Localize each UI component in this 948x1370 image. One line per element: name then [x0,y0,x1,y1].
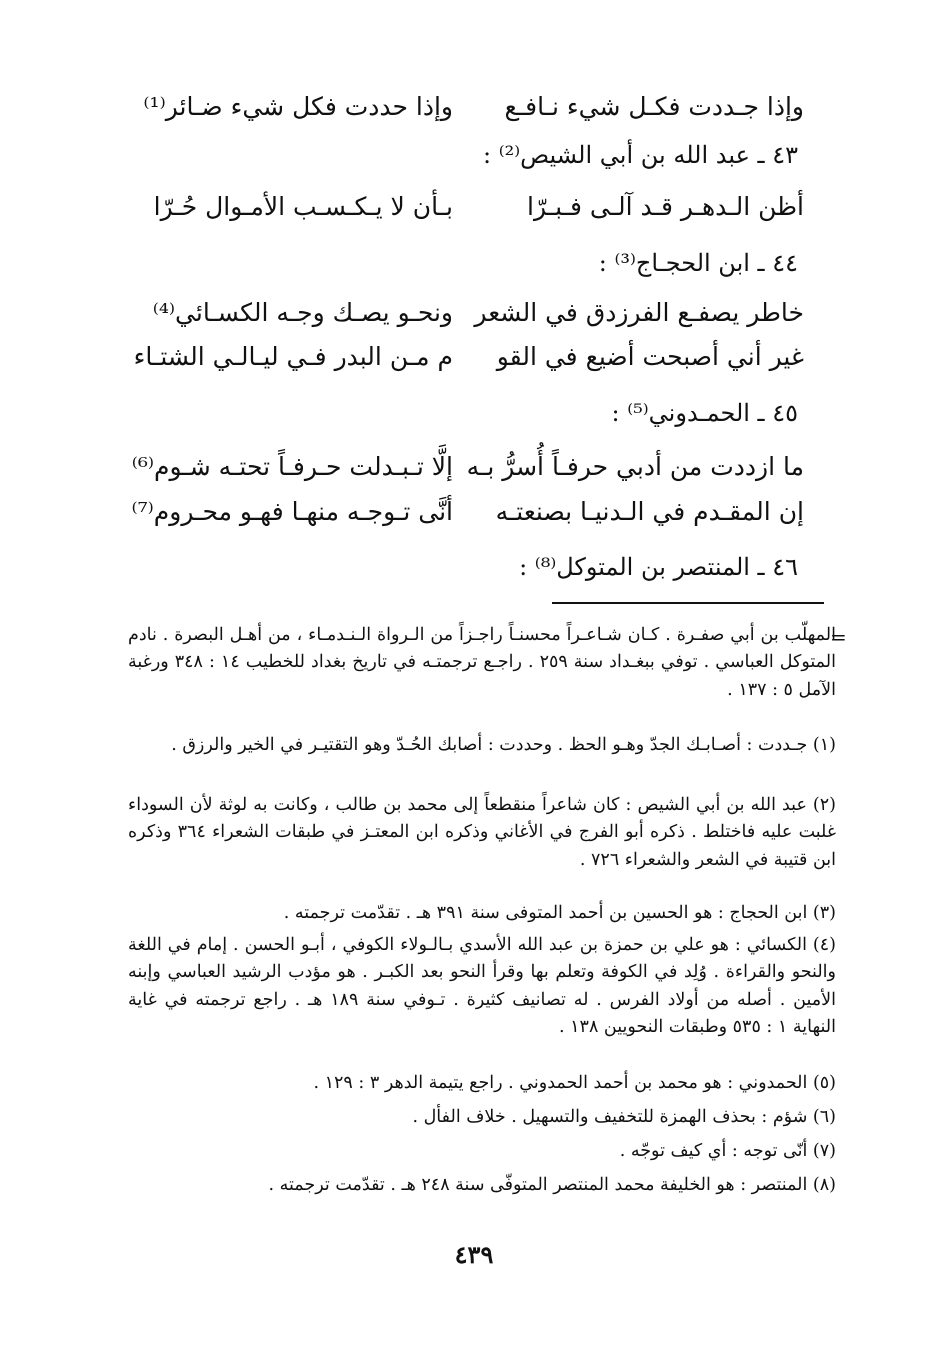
footnote-6: (٦) شؤم : بحذف الهمزة للتخفيف والتسهيل . خلاف الفأل . [412,1107,836,1127]
verse-hemistich: إلَّا تـبـدلت حـرفـاً تحتـه شـوم⁽⁶⁾ [131,452,453,481]
footnote-divider [552,602,824,604]
verse-hemistich: وإذا جـددت فكـل شيء نـافـع [504,92,804,121]
verse-hemistich: خاطر يصفـع الفرزدق في الشعر [474,298,804,327]
verse-hemistich: ونحـو يصـك وجـه الكسـائي⁽⁴⁾ [152,298,453,327]
page-number: ٤٣٩ [454,1240,494,1269]
poet-heading: ٤٥ ـ الحمـدوني⁽⁵⁾ : [611,399,798,427]
footnote-4: (٤) الكسائي : هو علي بن حمزة بن عبد الله الأسدي بـالـولاء الكوفي ، أبـو الحسن . إمام في اللغة والنحو والقراءة . وُلِد في الكوفة وتعلم بها وقرأ النحو بعد الكبـر . هو مؤدب الرشيد العباسي وإبنه الأمين . أصله من أولاد الفرس . له تصانيف كثيرة . تـوفي سنة ١٨٩ هـ . راجع ترجمته في غاية النهاية ١ : ٥٣٥ وطبقات النحويين ١٣٨ . [128,935,836,1038]
verse-hemistich: ما ازددت من أدبي حرفـاً أُسرُّ بـه [466,452,804,481]
footnote-2: (٢) عبد الله بن أبي الشيص : كان شاعراً منقطعاً إلى محمد بن طالب ، وكانت به لوثة لأن السوداء غلبت عليه فاختلط . ذكره أبو الفرج في الأغاني وذكره ابن المعتـز في طبقات الشعراء ٣٦٤ وذكره ابن قتيبة في الشعر والشعراء ٧٢٦ . [128,795,836,870]
footnote-7: (٧) أنّى توجه : أي كيف توجّه . [619,1141,836,1161]
verse-hemistich: م مـن البدر فـي ليـالـي الشتـاء [133,342,453,371]
verse-hemistich: أنَّى تـوجـه منهـا فهـو محـروم⁽⁷⁾ [131,497,453,526]
footnote-8: (٨) المنتصر : هو الخليفة محمد المنتصر المتوفّى سنة ٢٤٨ هـ . تقدّمت ترجمته . [268,1175,836,1195]
verse-hemistich: غير أني أصبحت أضيع في القو [496,342,804,371]
footnote-5: (٥) الحمدوني : هو محمد بن أحمد الحمدوني . راجع يتيمة الدهر ٣ : ١٢٩ . [313,1073,836,1093]
footnote-1: (١) جـددت : أصـابـك الجدّ وهـو الحظ . وحددت : أصابك الحُـدّ وهو التقتيـر في الخير والرزق . [171,735,836,755]
poet-heading: ٤٤ ـ ابن الحجـاج⁽³⁾ : [598,249,798,277]
footnote-3: (٣) ابن الحجاج : هو الحسين بن أحمد المتوفى سنة ٣٩١ هـ . تقدّمت ترجمته . [283,903,836,923]
poet-heading: ٤٦ ـ المنتصر بن المتوكل⁽⁸⁾ : [519,553,798,581]
poet-heading: ٤٣ ـ عبد الله بن أبي الشيص⁽²⁾ : [482,141,798,169]
verse-hemistich: وإذا حددت فكل شيء ضـائر⁽¹⁾ [143,92,453,121]
verse-hemistich: إن المقـدم في الـدنيـا بصنعتـه [495,497,804,526]
footnote-continued: المهلّب بن أبي صفـرة . كـان شـاعـراً محسنـاً راجـزاً من الـرواة الـنـدمـاء ، من أهـل البصرة . نادم المتوكل العباسي . توفي ببغـداد سنة ٢٥٩ . راجـع ترجمتـه في تاريخ بغداد للخطيب ١٤ : ٣٤٨ ورغبة الآمل ٥ : ١٣٧ . [128,625,836,700]
continuation-mark: = [830,625,847,649]
verse-hemistich: أظن الـدهـر قـد آلـى فـبـرّا [527,192,804,221]
verse-hemistich: بـأن لا يـكـسـب الأمـوال حُـرّا [153,192,453,221]
